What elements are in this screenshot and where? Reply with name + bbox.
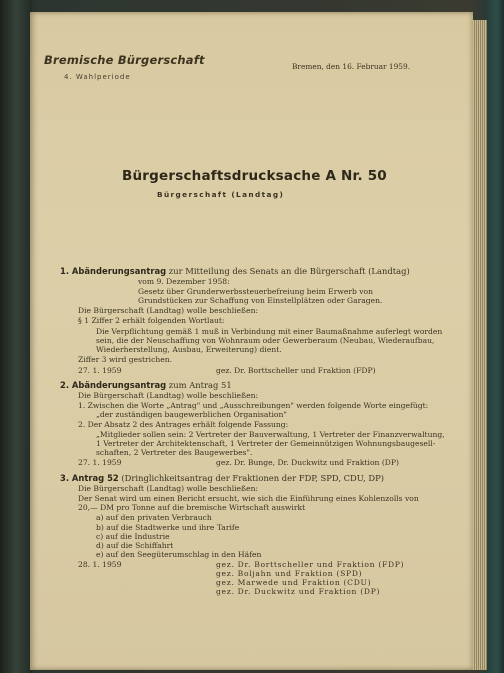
- section2-line: schaften, 2 Vertreter des Baugewerbes".: [96, 448, 253, 457]
- section2-line: 1. Zwischen die Worte „Antrag" und „Ausschreibungen" werden folgende Worte eingefügt:: [78, 401, 429, 410]
- section1-line: Gesetz über Grunderwerbssteuerbefreiung beim Erwerb von: [138, 287, 374, 296]
- section3-signature: gez. Marwede und Fraktion (CDU): [216, 578, 372, 587]
- section3-signature: gez. Dr. Duckwitz und Fraktion (DP): [216, 587, 381, 596]
- section2-heading: [60, 381, 232, 390]
- section1-line: Grundstücken zur Schaffung von Einstellplätzen oder Garagen.: [138, 296, 383, 305]
- section1-heading-rest: zur Mitteilung des Senats an die Bürgerschaft (Landtag): [168, 266, 410, 276]
- section1-signature: gez. Dr. Borttscheller und Fraktion (FDP): [216, 366, 376, 375]
- section2-line: 1 Vertreter der Architektenschaft, 1 Vertreter der Gemeinnützigen Wohnungsbaugesell-: [96, 439, 436, 448]
- section3-line: Die Bürgerschaft (Landtag) wolle beschließen:: [78, 484, 259, 493]
- section2-heading-rest: zum Antrag 51: [168, 380, 232, 390]
- section2-line: „Mitglieder sollen sein: 2 Vertreter der Bauverwaltung, 1 Vertreter der Finanzverwaltung,: [96, 430, 445, 439]
- section3-line: Der Senat wird um einen Bericht ersucht, wie sich die Einführung eines Kohlenzolls von: [78, 494, 419, 503]
- list-item: b) auf die Stadtwerke und ihre Tarife: [96, 523, 240, 532]
- org-name: Bremische Bürgerschaft: [44, 53, 205, 67]
- document-title: Bürgerschaftsdrucksache A Nr. 50: [122, 168, 387, 184]
- section3-heading: [60, 474, 384, 483]
- document-date: Bremen, den 16. Februar 1959.: [292, 62, 411, 71]
- section2-line: „der zuständigen baugewerblichen Organisation": [96, 410, 287, 419]
- document-page: [30, 12, 473, 670]
- section3-line: 20,— DM pro Tonne auf die bremische Wirtschaft auswirkt: [78, 503, 306, 512]
- section1-line: vom 9. Dezember 1958:: [138, 277, 230, 286]
- section3-signature: gez. Boljahn und Fraktion (SPD): [216, 569, 363, 578]
- section1-heading-bold: 1. Abänderungsantrag: [60, 266, 167, 276]
- list-item: c) auf die Industrie: [96, 532, 170, 541]
- section1-date: 27. 1. 1959: [78, 366, 122, 375]
- section1-line: Wiederherstellung, Ausbau, Erweiterung) dient.: [96, 345, 282, 354]
- section3-heading-rest: (Dringlichkeitsantrag der Fraktionen der FDP, SPD, CDU, DP): [121, 473, 385, 483]
- list-item: a) auf den privaten Verbrauch: [96, 513, 212, 522]
- section2-line: 2. Der Absatz 2 des Antrages erhält folgende Fassung:: [78, 420, 289, 429]
- document-subtitle: Bürgerschaft (Landtag): [157, 190, 285, 199]
- section2-signature: gez. Dr. Bunge, Dr. Duckwitz und Fraktion (DP): [216, 458, 399, 467]
- list-item: d) auf die Schiffahrt: [96, 541, 174, 550]
- book-binding: [0, 0, 32, 673]
- section3-heading-bold: 3. Antrag 52: [60, 473, 119, 483]
- section3-date: 28. 1. 1959: [78, 560, 122, 569]
- section1-line: Ziffer 3 wird gestrichen.: [78, 355, 173, 364]
- section1-heading: [60, 267, 410, 276]
- binder-cover-strip: [487, 0, 504, 673]
- election-period: 4. Wahlperiode: [64, 73, 131, 81]
- section1-line: Die Bürgerschaft (Landtag) wolle beschließen:: [78, 306, 259, 315]
- list-item: e) auf den Seegüterumschlag in den Häfen: [96, 550, 262, 559]
- section3-signature: gez. Dr. Borttscheller und Fraktion (FDP): [216, 560, 405, 569]
- page-stack-edge: [473, 20, 487, 670]
- section2-heading-bold: 2. Abänderungsantrag: [60, 380, 167, 390]
- section1-line: sein, die der Neuschaffung von Wohnraum oder Gewerberaum (Neubau, Wiederaufbau,: [96, 336, 435, 345]
- section1-line: Die Verpflichtung gemäß 1 muß in Verbindung mit einer Baumaßnahme auferlegt worden: [96, 327, 443, 336]
- section1-line: § 1 Ziffer 2 erhält folgenden Wortlaut:: [78, 316, 225, 325]
- section2-date: 27. 1. 1959: [78, 458, 122, 467]
- section2-line: Die Bürgerschaft (Landtag) wolle beschließen:: [78, 391, 259, 400]
